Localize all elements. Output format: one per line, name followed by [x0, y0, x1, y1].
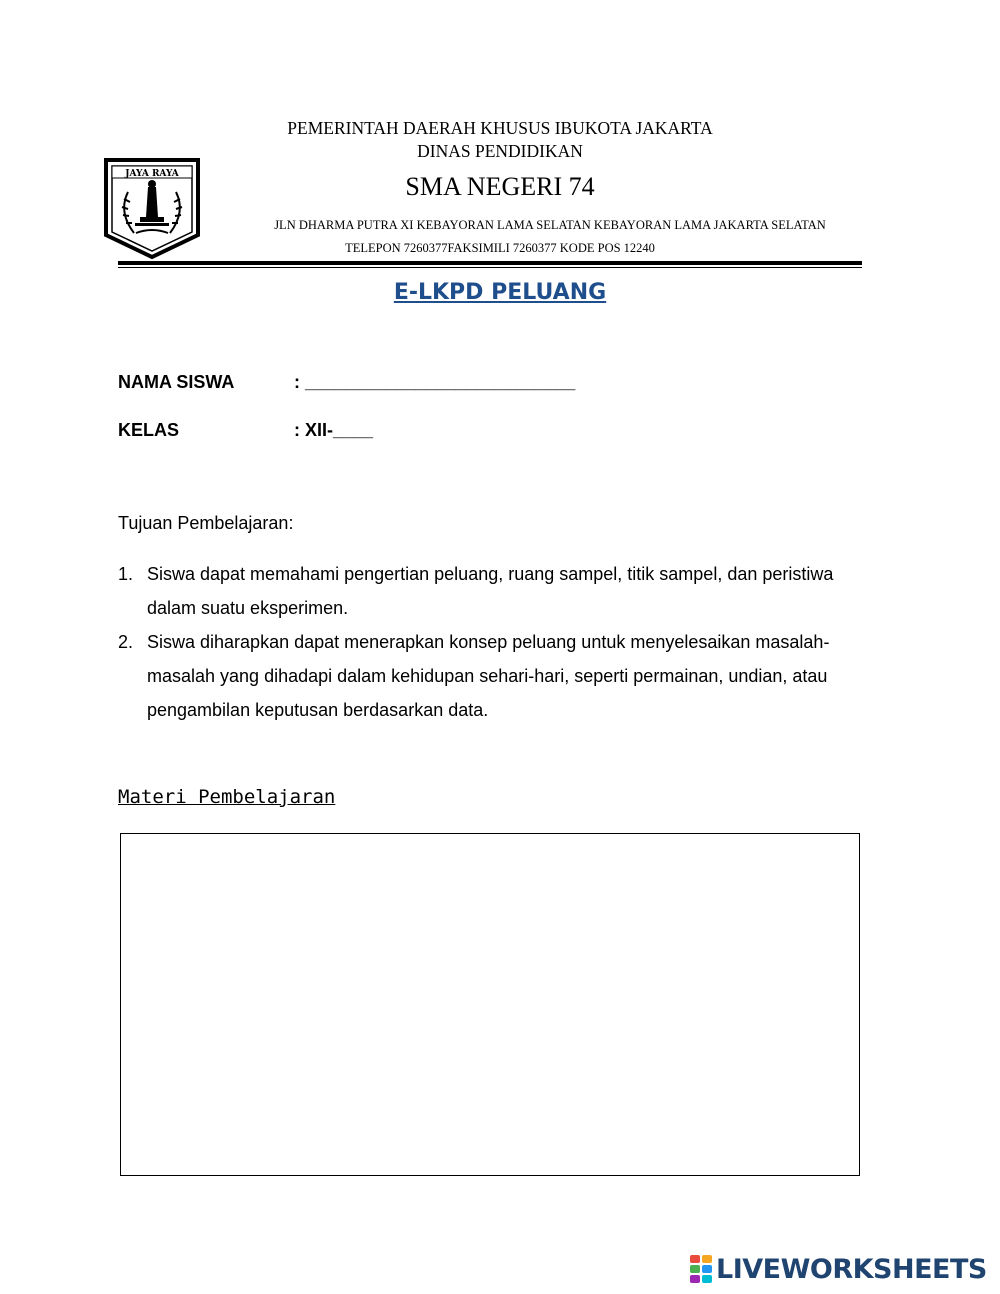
student-name-input[interactable]: : ___________________________: [294, 372, 576, 392]
school-address: JLN DHARMA PUTRA XI KEBAYORAN LAMA SELATAN KEBAYORAN LAMA JAKARTA SELATAN: [274, 218, 826, 232]
logo-block-icon: [702, 1275, 712, 1283]
objectives-list: [118, 557, 878, 727]
objectives-heading: Tujuan Pembelajaran:: [118, 513, 294, 533]
logo-block-icon: [690, 1255, 700, 1263]
list-item-number: 1.: [118, 564, 134, 584]
document-title: E-LKPD PELUANG: [393, 280, 607, 305]
student-name-label: NAMA SISWA: [118, 372, 235, 392]
svg-text:JAYA RAYA: JAYA RAYA: [125, 169, 179, 179]
logo-block-icon: [702, 1255, 712, 1263]
list-item-text: Siswa dapat memahami pengertian peluang, ruang sampel, titik sampel, dan peristiwa dalam suatu eksperimen.: [147, 564, 834, 618]
list-item-number: 2.: [118, 632, 134, 652]
jaya-raya-logo: [102, 157, 202, 261]
letterhead-rule-thick: [118, 261, 862, 265]
logo-block-icon: [690, 1265, 700, 1273]
class-input[interactable]: : XII-____: [294, 420, 374, 440]
list-item-text: Siswa diharapkan dapat menerapkan konsep peluang untuk menyelesaikan masalah-masalah yang dihadapi dalam kehidupan sehari-hari, seperti permainan, undian, atau pengambilan keputusan berdasarkan data.: [147, 632, 830, 720]
logo-block-icon: [702, 1265, 712, 1273]
liveworksheets-wordmark: LIVEWORKSHEETS: [716, 1253, 987, 1285]
letterhead-rule-thin: [118, 267, 862, 268]
list-item: [118, 625, 878, 727]
department-line: DINAS PENDIDIKAN: [417, 141, 583, 161]
materi-content-box[interactable]: [120, 833, 860, 1176]
logo-block-icon: [690, 1275, 700, 1283]
liveworksheets-brand[interactable]: [690, 1253, 987, 1285]
class-label: KELAS: [118, 420, 180, 440]
liveworksheets-logo-icon: [690, 1255, 712, 1283]
list-item: [118, 557, 878, 625]
materi-heading: Materi Pembelajaran: [118, 786, 336, 808]
school-name: SMA NEGERI 74: [405, 172, 595, 201]
school-phone: TELEPON 7260377FAKSIMILI 7260377 KODE POS 12240: [345, 241, 655, 255]
government-line: PEMERINTAH DAERAH KHUSUS IBUKOTA JAKARTA: [287, 118, 713, 138]
